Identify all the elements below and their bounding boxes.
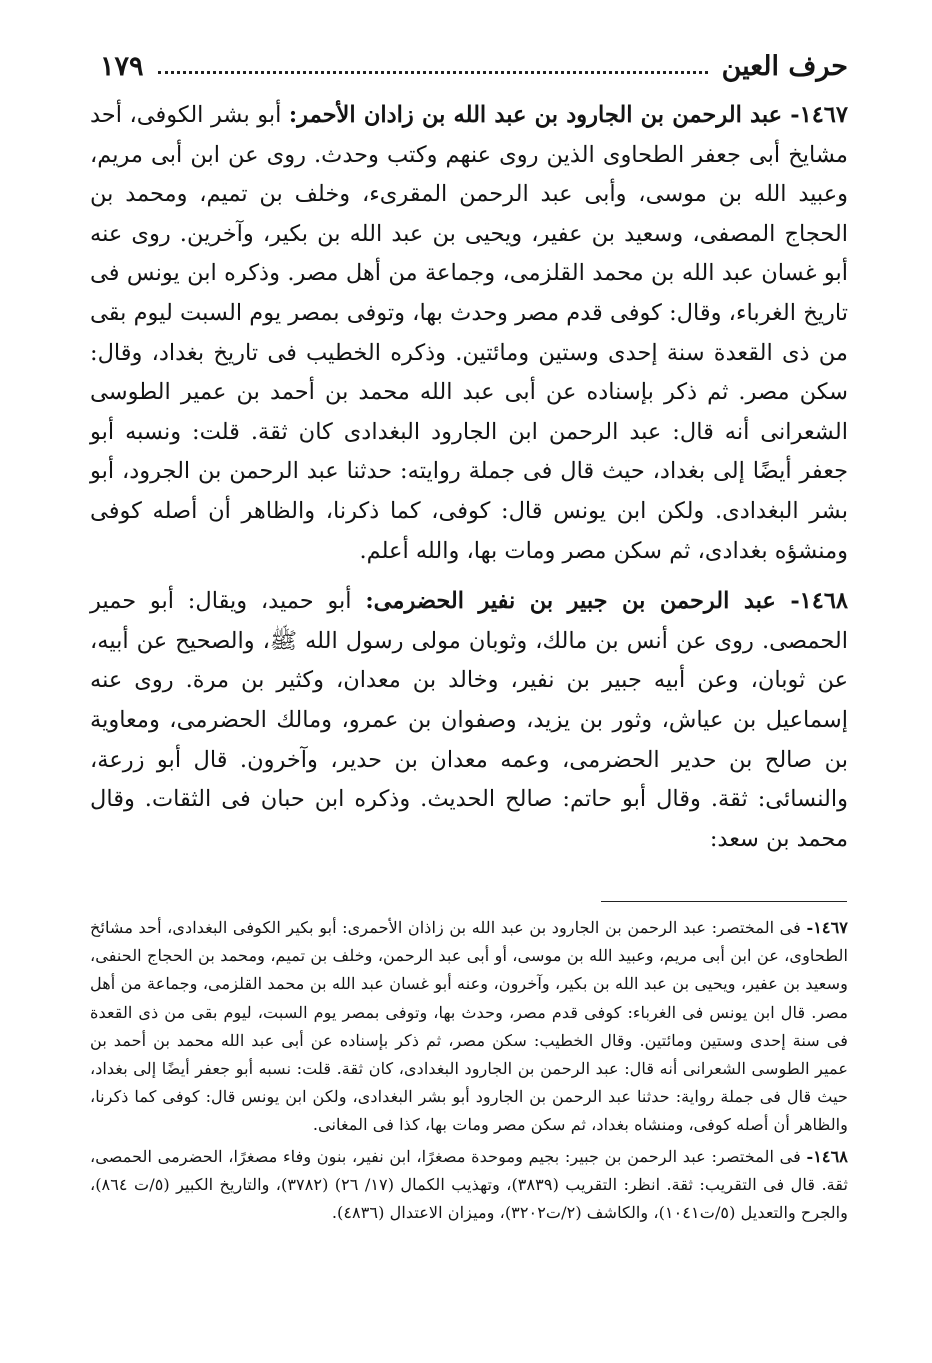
entry-body: أبو بشر الكوفى، أحد مشايخ أبى جعفر الطحاوى الذين روى عنهم وكتب وحدث. روى عن ابن أبى مريم، وعبيد الله بن موسى، وأبى عبد الرحمن المقرىء، وخلف بن تميم، ومحمد بن الحجاج المصفى، وسعيد بن عفير، ويحيى بن عبد الله بن بكير، وآخرين. روى عنه أبو غسان عبد الله بن محمد القلزمى، وجماعة من أهل مصر. وذكره ابن يونس فى تاريخ الغرباء، وقال: كوفى قدم مصر وحدث بها، وتوفى بمصر يوم السبت ليوم بقى من ذى القعدة سنة إحدى وستين ومائتين. وذكره الخطيب فى تاريخ بغداد، وقال: سكن مصر. ثم ذكر بإسناده عن أبى عبد الله محمد بن أحمد بن عمير الطوسى الشعرانى أنه قال: عبد الرحمن ابن الجارود البغدادى كان ثقة. قلت: ونسبه أبو جعفر أيضًا إلى بغداد، حيث قال فى جملة روايته: حدثنا عبد الرحمن بن الجرود، أبو بشر البغدادى. ولكن ابن يونس قال: كوفى، كما ذكرنا، والظاهر أن أصله كوفى ومنشؤه بغدادى، ثم سكن مصر ومات بها، والله أعلم. (90, 102, 848, 564)
page-number: ١٧٩ (100, 50, 144, 82)
entry-heading: ١٤٦٨- عبد الرحمن بن جبير بن نفير الحضرمى: (365, 588, 848, 615)
entry-heading: ١٤٦٧- عبد الرحمن بن الجارود بن عبد الله بن زادان الأحمر: (288, 102, 848, 128)
running-header (100, 42, 848, 90)
leader-dots (158, 71, 708, 74)
footnotes (90, 914, 848, 1230)
footnote-number: ١٤٦٧- (806, 918, 848, 937)
footnote-1468 (90, 1143, 848, 1228)
footnote-text: فى المختصر: عبد الرحمن بن جبير: بجيم وموحدة مصغرًا، ابن نفير، بنون وفاء مصغرًا، الحضرمى الحمصى، ثقة. قال فى التقريب: ثقة. انظر: التقريب (٣٨٣٩)، وتهذيب الكمال (١٧/ ٢٦) (٣٧٨٢)، والتاريخ الكبير (٥/ت ٨٦٤)، والجرح والتعديل (٥/ت١٠٤١)، والكاشف (٢/ت٣٢٠٢)، وميزان الاعتدال (٤٨٣٦). (90, 1146, 848, 1223)
footnote-1467 (90, 914, 848, 1140)
entry-body: أبو حميد، ويقال: أبو حمير الحمصى. روى عن أنس بن مالك، وثوبان مولى رسول الله ﷺ، والصحيح عن أبيه، عن ثوبان، وعن أبيه جبير بن نفير، وخالد بن معدان، وكثير بن مرة. روى عنه إسماعيل بن عياش، وثور بن يزيد، وصفوان بن عمرو، ومالك الحضرمى، ومعاوية بن صالح بن حدير الحضرمى، وعمه معدان بن حدير، وآخرون. قال أبو زرعة، والنسائى: ثقة. وقال أبو حاتم: صالح الحديث. وذكره ابن حبان فى الثقات. وقال محمد بن سعد: (90, 588, 848, 852)
main-text (90, 96, 848, 870)
footnote-text: فى المختصر: عبد الرحمن بن الجارود بن عبد الله بن زاذان الأحمرى: أبو بكير الكوفى البغدادى، أحد مشائخ الطحاوى، عن ابن أبى مريم، وعبيد الله بن موسى، أو أبى عبد الرحمن، وخلف بن تميم، ومحمد بن الحجاج الحنفى، وسعيد بن عفير، ويحيى بن عبد الله بن بكير، وآخرون، وعنه أبو غسان عبد الله بن محمد القلزمى، وجماعة من أهل مصر. قال ابن يونس فى الغرباء: كوفى قدم مصر، وحدث بها، وتوفى بمصر يوم السبت، ليوم بقى من ذى القعدة فى سنة إحدى وستين ومائتين. وقال الخطيب: سكن مصر، ثم ذكر بإسناده عن أبى عبد الله محمد بن أحمد بن عمير الطوسى الشعرانى أنه قال: عبد الرحمن بن الجارود البغدادى، كان ثقة. قلت: نسبه أبو جعفر أيضًا إلى بغداد، حيث قال فى جملة رواية: حدثنا عبد الرحمن بن الجارود أبو بشر البغدادى، ولكن ابن يونس قال: كوفى كما ذكرنا، والظاهر أن أصله كوفى، ومنشاه بغداد، ثم سكن مصر ومات بها، كذا فى المغانى. (90, 918, 848, 1135)
entry-1467 (90, 96, 848, 571)
footnote-number: ١٤٦٨- (806, 1146, 848, 1166)
chapter-title: حرف العين (721, 50, 848, 82)
footnote-separator (601, 901, 847, 902)
entry-1468 (90, 582, 848, 859)
